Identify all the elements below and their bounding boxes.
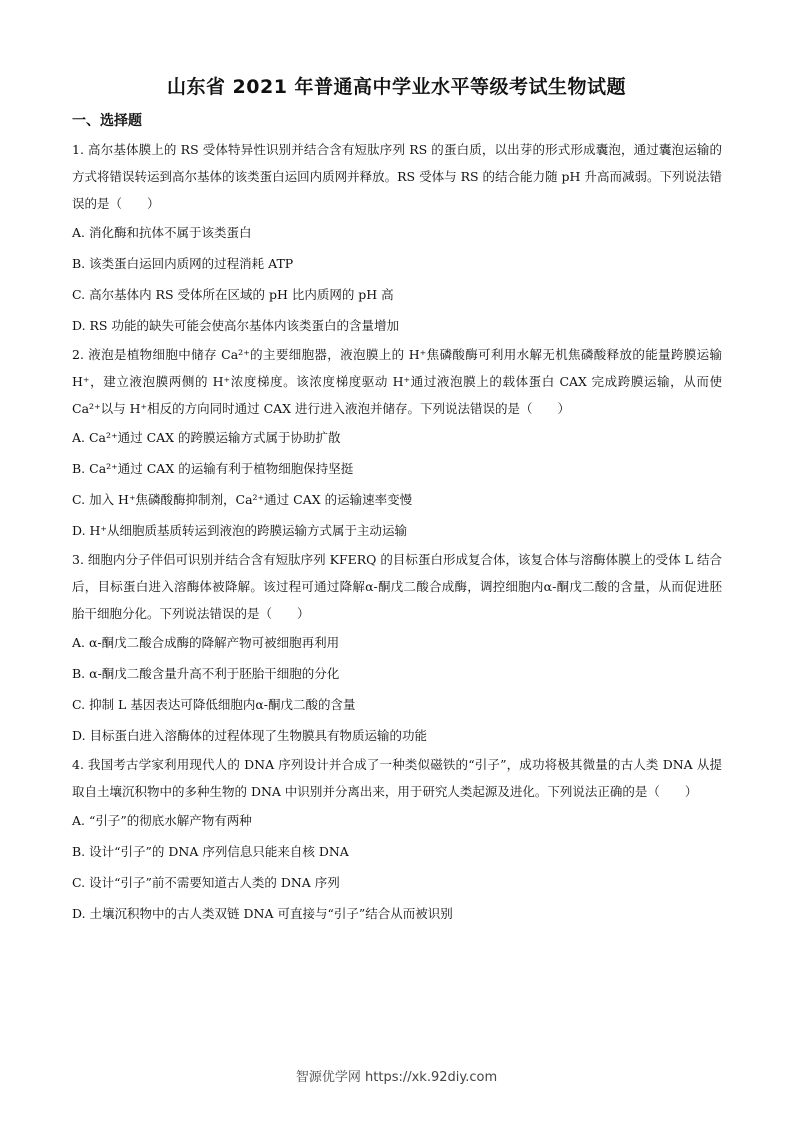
option-c: C. 高尔基体内 RS 受体所在区域的 pH 比内质网的 pH 高: [72, 287, 394, 302]
section-heading: 一、选择题: [72, 113, 142, 129]
option-d: D. 目标蛋白进入溶酶体的过程体现了生物膜具有物质运输的功能: [72, 728, 428, 743]
option-d: D. RS 功能的缺失可能会使高尔基体内该类蛋白的含量增加: [72, 318, 399, 333]
question-stem: 4. 我国考古学家利用现代人的 DNA 序列设计并合成了一种类似磁铁的“引子”，成功将极其微量的古人类 DNA 从提取自土壤沉积物中的多种生物的 DNA 中识别并分离出来，用于研究人类起源及进化。下列说法正确的是（ ）: [72, 757, 722, 799]
question-2: [72, 341, 722, 546]
option-b: B. α-酮戊二酸含量升高不利于胚胎干细胞的分化: [72, 666, 340, 681]
option-a: A. α-酮戊二酸合成酶的降解产物可被细胞再利用: [72, 635, 340, 650]
option-a: A. 消化酶和抗体不属于该类蛋白: [72, 225, 252, 240]
option-b: B. 设计“引子”的 DNA 序列信息只能来自核 DNA: [72, 844, 349, 859]
question-4: [72, 751, 722, 929]
option-b: B. 该类蛋白运回内质网的过程消耗 ATP: [72, 256, 294, 271]
question-1: [72, 136, 722, 341]
option-d: D. 土壤沉积物中的古人类双链 DNA 可直接与“引子”结合从而被识别: [72, 906, 453, 921]
option-c: C. 抑制 L 基因表达可降低细胞内α-酮戊二酸的含量: [72, 697, 356, 712]
option-c: C. 设计“引子”前不需要知道古人类的 DNA 序列: [72, 875, 340, 890]
page-title: 山东省 2021 年普通高中学业水平等级考试生物试题: [166, 76, 627, 98]
question-stem: 1. 高尔基体膜上的 RS 受体特异性识别并结合含有短肽序列 RS 的蛋白质，以出芽的形式形成囊泡，通过囊泡运输的方式将错误转运到高尔基体的该类蛋白运回内质网并释放。RS 受体与 RS 的结合能力随 pH 升高而减弱。下列说法错误的是（ ）: [72, 142, 722, 211]
option-d: D. H⁺从细胞质基质转运到液泡的跨膜运输方式属于主动运输: [72, 523, 408, 538]
option-a: A. “引子”的彻底水解产物有两种: [72, 813, 252, 828]
option-c: C. 加入 H⁺焦磷酸酶抑制剂，Ca²⁺通过 CAX 的运输速率变慢: [72, 492, 413, 507]
option-b: B. Ca²⁺通过 CAX 的运输有利于植物细胞保持坚挺: [72, 461, 354, 476]
question-stem: 3. 细胞内分子伴侣可识别并结合含有短肽序列 KFERQ 的目标蛋白形成复合体，该复合体与溶酶体膜上的受体 L 结合后，目标蛋白进入溶酶体被降解。该过程可通过降解α-酮戊二酸合成酶，调控细胞内α-酮戊二酸的含量，从而促进胚胎干细胞分化。下列说法错误的是（ ）: [72, 552, 722, 621]
question-stem: 2. 液泡是植物细胞中储存 Ca²⁺的主要细胞器，液泡膜上的 H⁺焦磷酸酶可利用水解无机焦磷酸释放的能量跨膜运输 H⁺，建立液泡膜两侧的 H⁺浓度梯度。该浓度梯度驱动 H⁺通过液泡膜上的载体蛋白 CAX 完成跨膜运输，从而使 Ca²⁺以与 H⁺相反的方向同时通过 CAX 进行进入液泡并储存。下列说法错误的是（ ）: [72, 347, 722, 416]
footer-watermark: 智源优学网 https://xk.92diy.com: [295, 1070, 498, 1085]
question-3: [72, 546, 722, 751]
question-list: [72, 136, 722, 929]
option-a: A. Ca²⁺通过 CAX 的跨膜运输方式属于协助扩散: [72, 430, 341, 445]
